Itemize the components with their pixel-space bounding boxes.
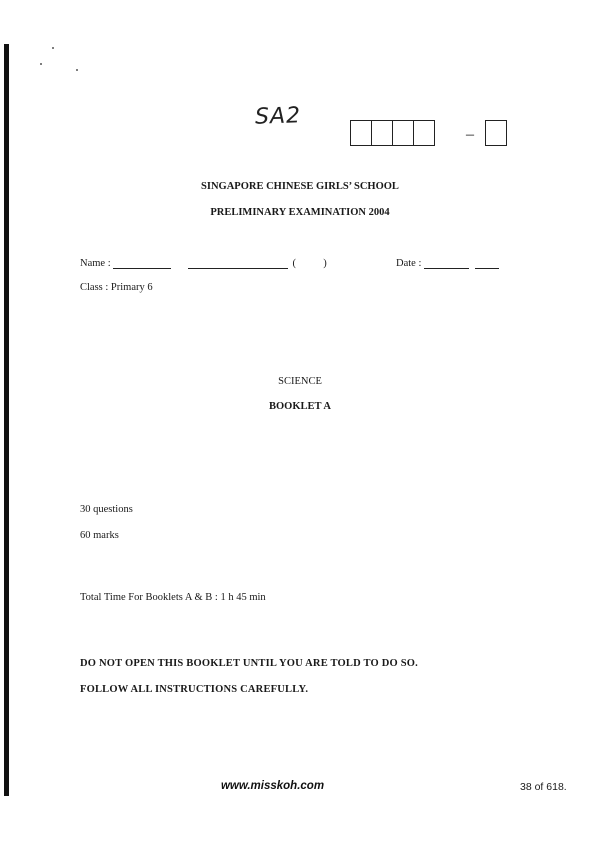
- school-name: SINGAPORE CHINESE GIRLS’ SCHOOL: [201, 181, 399, 192]
- date-line-2: [475, 268, 499, 269]
- index-box: [413, 120, 435, 146]
- name-field: [80, 258, 327, 269]
- footer-website: www.misskoh.com: [220, 780, 325, 792]
- index-separator: –: [466, 126, 474, 143]
- scan-speck: [40, 63, 42, 65]
- name-label: Name :: [80, 258, 111, 269]
- date-field: [396, 258, 499, 269]
- total-marks: 60 marks: [80, 530, 119, 541]
- handwritten-mark: SA2: [254, 103, 302, 130]
- index-box: [371, 120, 393, 146]
- index-box: [350, 120, 372, 146]
- scan-speck: [52, 47, 54, 49]
- name-line-2: [188, 268, 288, 269]
- register-paren-open: (: [292, 258, 296, 269]
- scan-speck: [76, 69, 78, 71]
- exam-title: PRELIMINARY EXAMINATION 2004: [210, 207, 390, 218]
- instruction-line-1: DO NOT OPEN THIS BOOKLET UNTIL YOU ARE TOLD TO DO SO.: [80, 658, 418, 669]
- class-field: Class : Primary 6: [80, 282, 153, 293]
- date-label: Date :: [396, 258, 422, 269]
- booklet-title: BOOKLET A: [269, 401, 331, 412]
- date-line: [424, 268, 469, 269]
- question-count: 30 questions: [80, 504, 133, 515]
- subject-title: SCIENCE: [278, 376, 322, 387]
- register-paren-close: ): [323, 258, 327, 269]
- footer-page-number: 38 of 618.: [520, 781, 567, 793]
- total-time: Total Time For Booklets A & B : 1 h 45 min: [80, 592, 266, 603]
- instruction-line-2: FOLLOW ALL INSTRUCTIONS CAREFULLY.: [80, 684, 309, 695]
- class-index-box: [485, 120, 507, 146]
- index-box: [392, 120, 414, 146]
- scan-edge-bar: [4, 44, 9, 796]
- index-number-boxes: [350, 120, 434, 146]
- name-line: [113, 268, 171, 269]
